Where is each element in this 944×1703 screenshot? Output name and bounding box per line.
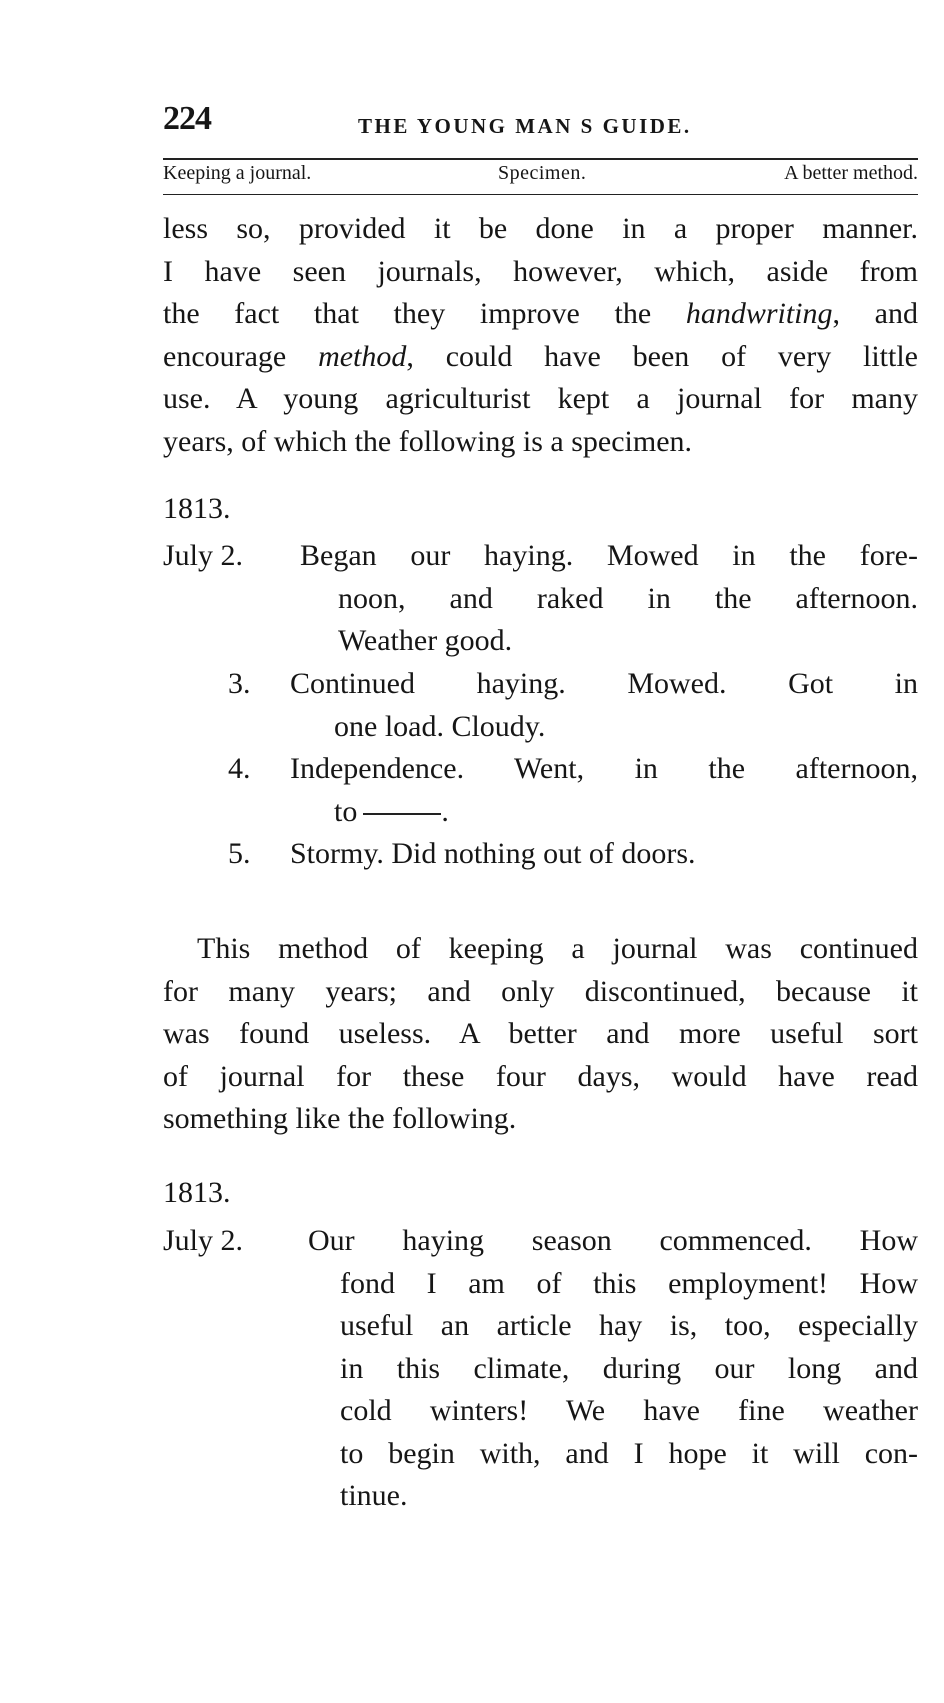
text-line: Stormy. Did nothing out of doors. — [290, 837, 696, 870]
paragraph-intro — [163, 208, 918, 463]
text-line: years, of which the following is a specimen. — [163, 424, 693, 458]
text-line: one load. Cloudy. — [334, 709, 546, 743]
text-line: useful an article hay is, too, especially — [340, 1309, 918, 1342]
text-line: use. A young agriculturist kept a journal for many — [163, 382, 918, 415]
header-rule-top — [163, 158, 918, 160]
entry-date: 5. — [228, 837, 251, 870]
blank-dash — [363, 813, 441, 815]
text-line: for many years; and only discontinued, because it — [163, 974, 918, 1008]
subhead-keeping-journal: Keeping a journal. — [163, 162, 312, 184]
entry-date: 3. — [228, 667, 251, 700]
paragraph-method — [163, 928, 918, 1141]
text-line: was found useless. A better and more useful sort — [163, 1017, 918, 1050]
text-line: of journal for these four days, would have read — [163, 1059, 918, 1093]
entry-date: July 2. — [163, 1224, 244, 1257]
entry-text — [290, 833, 918, 876]
italic-word: handwriting — [685, 297, 833, 330]
entry-date: July 2. — [163, 539, 244, 572]
page-number: 224 — [163, 100, 211, 137]
section-subheads — [163, 162, 918, 192]
text-line: to begin with, and I hope it will con- — [340, 1436, 918, 1470]
running-head — [163, 100, 918, 144]
header-rule-bottom — [163, 194, 918, 195]
text-line: encourage method, could have been of very little — [163, 339, 918, 373]
text-line: Continued haying. Mowed. Got in — [290, 667, 918, 700]
text-line: cold winters! We have fine weather — [340, 1394, 918, 1427]
journal-year: 1813. — [163, 492, 231, 525]
text-line: tinue. — [340, 1479, 408, 1512]
entry-date: 4. — [228, 752, 251, 785]
text-line: Independence. Went, in the afternoon, — [290, 752, 918, 785]
text-line: I have seen journals, however, which, aside from — [163, 254, 918, 288]
entry-text — [290, 748, 918, 833]
text-line: Weather good. — [338, 624, 513, 657]
running-title: THE YOUNG MAN S GUIDE. — [358, 114, 692, 138]
entry-text — [300, 535, 918, 663]
subhead-specimen: Specimen. — [498, 162, 587, 184]
journal-year: 1813. — [163, 1176, 231, 1209]
subhead-better-method: A better method. — [784, 162, 918, 184]
text-line: to . — [334, 794, 449, 828]
text-line: less so, provided it be done in a proper manner. — [163, 212, 918, 245]
text-line: something like the following. — [163, 1102, 517, 1135]
text-line: Our haying season commenced. How — [308, 1224, 918, 1257]
text-line: This method of keeping a journal was continued — [197, 932, 918, 965]
text-line: Began our haying. Mowed in the fore- — [300, 539, 918, 572]
text-fragment: to — [334, 794, 358, 828]
entry-text — [290, 663, 918, 748]
text-line: in this climate, during our long and — [340, 1351, 918, 1385]
text-line: fond I am of this employment! How — [340, 1266, 918, 1300]
italic-word: method — [318, 339, 407, 373]
text-line: noon, and raked in the afternoon. — [338, 581, 918, 615]
text-line: the fact that they improve the handwriting, and — [163, 297, 918, 330]
entry-text — [308, 1220, 918, 1518]
